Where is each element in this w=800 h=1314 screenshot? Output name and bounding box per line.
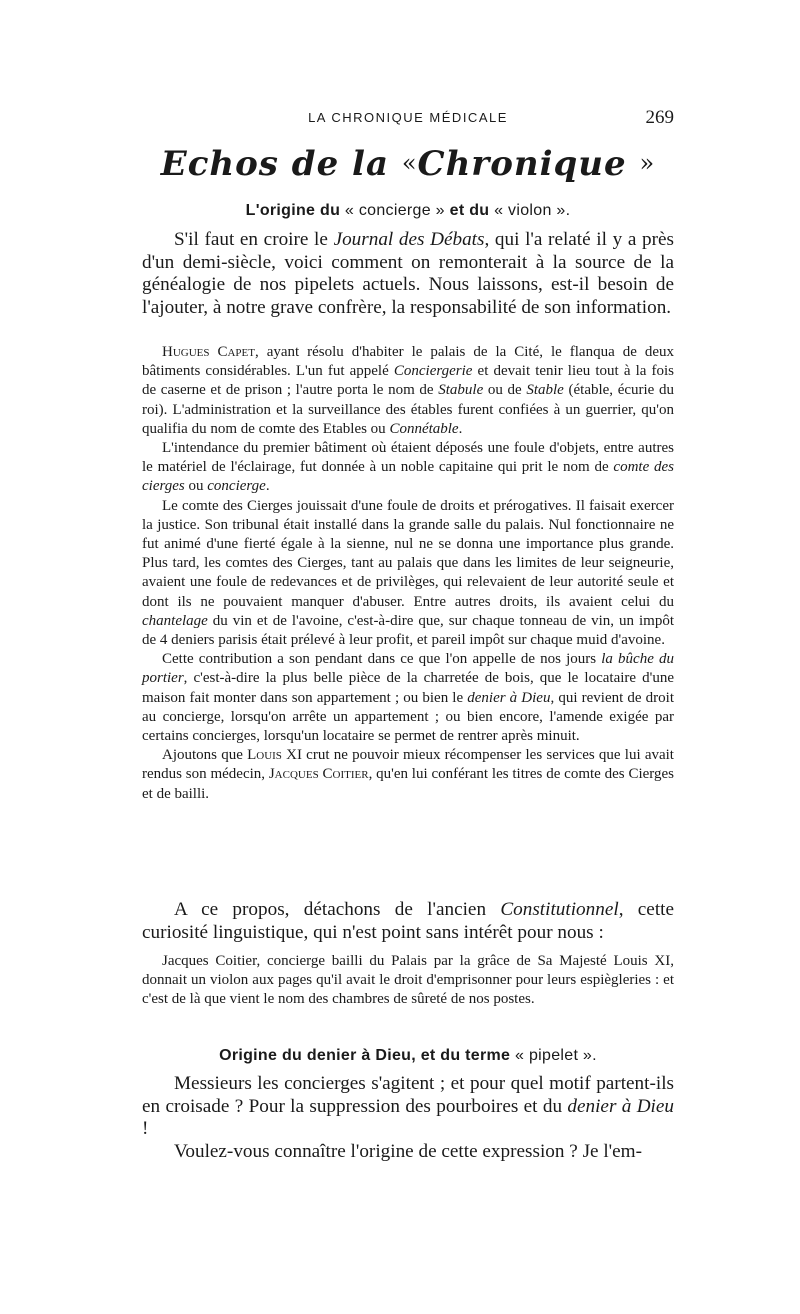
heading-quoted-word: « concierge » xyxy=(344,202,445,219)
text-span: L'intendance du premier bâtiment où étaient déposés une foule d'objets, entre autres le matériel de l'éclairage, fut donnée à un noble capitaine qui prit le nom de xyxy=(142,440,674,476)
article-paragraph xyxy=(142,650,674,746)
text-span: , qu'en lui conférant les titres de comte des Cierges et de bailli. xyxy=(142,766,674,802)
page-title xyxy=(142,140,674,187)
quote-paragraph: Jacques Coitier, concierge bailli du Palais par la grâce de Sa Majesté Louis XI, donnait un violon aux pages qu'il avait le droit d'emprisonner pour leurs espiègleries : et c'est de là que vient le nom des chambres de sûreté de nos postes. xyxy=(142,953,674,1008)
text-span: Ajoutons que xyxy=(162,747,248,764)
text-span: . xyxy=(265,478,270,495)
text-span: Le comte des Cierges jouissait d'une foule de droits et prérogatives. Il faisait exercer la justice. Son tribunal était installé dans la grande salle du palais. Nul fonctionnaire ne fut animé d'une fierté égale à la sienne, nul ne se donna une importance plus grande. Plus tard, les comtes des Cierges, tant au palais que dans les limites de leur seigneurie, avaient une foule de redevances et de privilèges, qui relevaient de leur autorité seule et dont ils ne pouvaient manquer d'abuser. Entre autres droits, ils avaient celui du xyxy=(142,497,674,610)
article-paragraph xyxy=(142,439,674,497)
text-span: , qui revient de droit au concierge, lorsqu'on arrête un appartement ; ou bien encore, l'amende exigée par certains concierges, lorsqu'un locataire se permet de rentrer après minuit. xyxy=(142,689,674,745)
italic-term: denier à Dieu xyxy=(467,689,551,706)
italic-term: denier à Dieu xyxy=(567,1095,674,1117)
running-header xyxy=(142,106,674,130)
text-span: et devait tenir lieu tout à la fois de caserne et de prison ; l'autre porta le nom de xyxy=(142,363,674,399)
text-span: ou de xyxy=(483,382,527,399)
italic-term: Stable xyxy=(526,382,564,399)
section-heading-concierge-violon xyxy=(142,200,674,222)
paragraph: Voulez-vous connaître l'origine de cette expression ? Je l'em- xyxy=(174,1140,642,1162)
running-title: LA CHRONIQUE MÉDICALE xyxy=(308,110,508,125)
title-chronique: Chronique xyxy=(417,144,627,184)
text-span: , cette curiosité linguistique, qui n'est point sans intérêt pour nous : xyxy=(142,899,674,943)
quoted-article xyxy=(142,343,674,804)
text-span: , ayant résolu d'habiter le palais de la Cité, le flanqua de deux bâtiments considérables. L'un fut appelé xyxy=(142,344,674,380)
journal-title: Journal des Débats xyxy=(333,229,485,250)
text-span: ! xyxy=(142,1118,149,1139)
heading-part: L'origine du xyxy=(245,202,341,219)
person-name: Louis XI xyxy=(247,747,302,764)
heading-quoted-word: « violon ». xyxy=(494,202,571,219)
intro-paragraph xyxy=(142,229,674,319)
heading-part: et du xyxy=(449,202,490,219)
italic-term: chantelage xyxy=(142,612,208,629)
concierges-paragraph xyxy=(142,1073,674,1163)
article-paragraph xyxy=(142,746,674,804)
text-span: . xyxy=(458,420,463,437)
text-span: A ce propos, détachons de l'ancien xyxy=(174,899,501,920)
text-span: Cette contribution a son pendant dans ce que l'on appelle de nos jours xyxy=(162,651,602,668)
title-quote-open: « xyxy=(401,149,418,177)
italic-term: Stabule xyxy=(438,382,484,399)
constitutionnel-quote xyxy=(142,952,674,1010)
paragraph xyxy=(142,1073,674,1141)
italic-term: comte des cierges xyxy=(142,459,675,495)
section-heading-denier-pipelet xyxy=(142,1045,674,1067)
text-span: du vin et de l'avoine, c'est-à-dire que, sur chaque tonneau de vin, un impôt de 4 deniers parisis était prélevé à leur profit, et pareil impôt sur chaque muid d'avoine. xyxy=(142,612,674,649)
article-paragraph xyxy=(142,497,674,651)
italic-term: la bûche du portier xyxy=(142,651,674,687)
person-name: Jacques Coitier xyxy=(268,766,369,783)
heading-quoted-word: « pipelet ». xyxy=(515,1047,597,1064)
title-quote-close: » xyxy=(639,149,656,177)
italic-term: Conciergerie xyxy=(393,363,473,380)
text-span: ou xyxy=(184,478,208,495)
page-number: 269 xyxy=(645,107,674,128)
person-name: Hugues Capet xyxy=(162,344,255,360)
constitutionnel-intro xyxy=(142,899,674,944)
article-paragraph xyxy=(142,343,674,439)
italic-term: concierge xyxy=(207,478,266,495)
text-span: Messieurs les concierges s'agitent ; et pour quel motif partent-ils en croisade ? Pour la suppression des pourboires et du xyxy=(142,1073,674,1117)
text-span: crut ne pouvoir mieux récompenser les services que lui avait rendus son médecin, xyxy=(142,747,674,783)
text-span: (étable, écurie du roi). L'administration et la surveillance des étables furent confiées à un guerrier, qu'on qualifia du nom de comte des Etables ou xyxy=(142,382,674,437)
heading-part: Origine du denier à Dieu, et du terme xyxy=(219,1047,511,1064)
text-span: , qui l'a relaté il y a près d'un demi-siècle, voici comment on remonterait à la source de la généalogie de nos pipelets actuels. Nous laissons, est-il besoin de l'ajouter, à notre grave confrère, la responsabilité de son information. xyxy=(142,229,674,318)
title-main: Echos de la xyxy=(160,144,389,184)
journal-title: Constitutionnel xyxy=(500,899,619,920)
text-span: , c'est-à-dire la plus belle pièce de la charretée de bois, que le locataire d'une maison fait monter dans son appartement ; ou bien le xyxy=(142,670,674,706)
italic-term: Connétable xyxy=(389,420,459,437)
text-span: S'il faut en croire le xyxy=(174,229,334,250)
